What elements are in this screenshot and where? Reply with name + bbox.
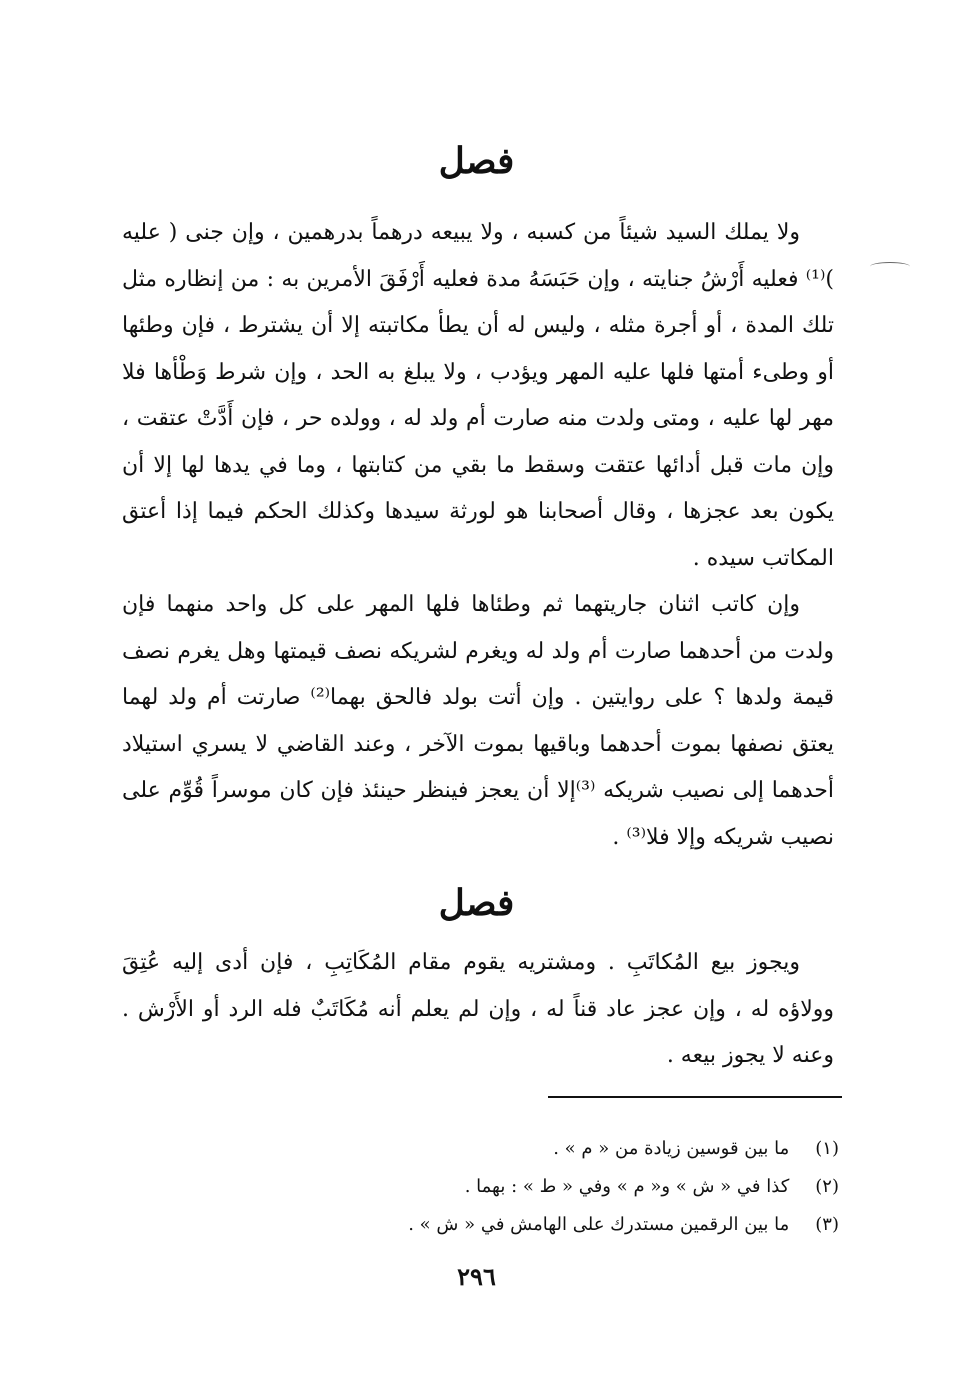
section-1-body: [122, 210, 834, 861]
footnote-text: ما بين الرقمين مستدرك على الهامش في « ش » .: [408, 1214, 790, 1235]
footnote-number: (٣): [815, 1214, 839, 1235]
paragraph: ولا يملك السيد شيئاً من كسبه ، ولا يبيعه درهماً بدرهمين ، وإن جنى ( عليه )⁽¹⁾ فعليه أَرْشُ جنايته ، وإن حَبَسَهُ مدة فعليه أَرْفَقَ الأمرين به : من إنظاره مثل تلك المدة ، أو أجرة مثله ، وليس له أن يطأ مكاتبته إلا أن يشترط ، فإن وطئها أو وطىء أمتها فلها عليه المهر ويؤدب ، ولا يبلغ به الحد ، وإن شرط وَطْأها فلا مهر لها عليه ، ومتى ولدت منه صارت أم ولد له ، وولده حر ، فإن أَدَّتْ عتقت ، وإن مات قبل أدائها عتقت وسقط ما بقي من كتابتها ، وما في يدها لها إلا أن يكون بعد عجزها ، وقال أصحابنا هو لورثة سيدها وكذلك الحكم فيما إذا أعتق المكاتب سيده .: [122, 220, 834, 571]
footnotes: [122, 1130, 839, 1244]
footnote-number: (٢): [815, 1176, 839, 1197]
margin-mark: [870, 262, 910, 271]
paragraph: وإن كاتب اثنان جاريتهما ثم وطئاها فلها المهر على كل واحد منهما فإن ولدت من أحدهما صارت أم ولد له ويغرم لشريكه نصف قيمتها وهل يغرم نصف قيمة ولدها ؟ على روايتين . وإن أتت بولد فالحق بهما⁽²⁾ صارتت أم ولد لهما يعتق نصفها بموت أحدهما وباقيها بموت الآخر ، وعند القاضي لا يسري استيلاد أحدهما إلى نصيب شريكه ⁽³⁾إلا أن يعجز فينظر حينئذ فإن كان موسراً قُوِّم على نصيب شريكه وإلا فلا⁽³⁾ .: [122, 592, 834, 850]
footnote-text: كذا في « ش » و« م » وفي « ط » : بهما .: [464, 1176, 790, 1197]
footnote-number: (١): [815, 1138, 839, 1159]
footnote: [122, 1168, 839, 1206]
paragraph: ويجوز بيع المُكاتَبِ . ومشتريه يقوم مقام المُكَاتِبِ ، فإن أدى إليه عُتِقَ وولاؤه له ، وإن عجز عاد قناً له ، وإن لم يعلم أنه مُكَاتَبٌ فله الرد أو الأَرْش . وعنه لا يجوز بيعه .: [122, 950, 834, 1068]
section-2-body: [122, 940, 834, 1080]
footnote-separator: [548, 1096, 842, 1098]
footnote: [122, 1130, 839, 1168]
footnote: [122, 1206, 839, 1244]
section-heading: فصل: [438, 140, 515, 182]
footnote-text: ما بين قوسين زيادة من « م » .: [553, 1138, 790, 1159]
page-number: ٢٩٦: [457, 1262, 496, 1291]
section-heading: فصل: [438, 882, 515, 924]
